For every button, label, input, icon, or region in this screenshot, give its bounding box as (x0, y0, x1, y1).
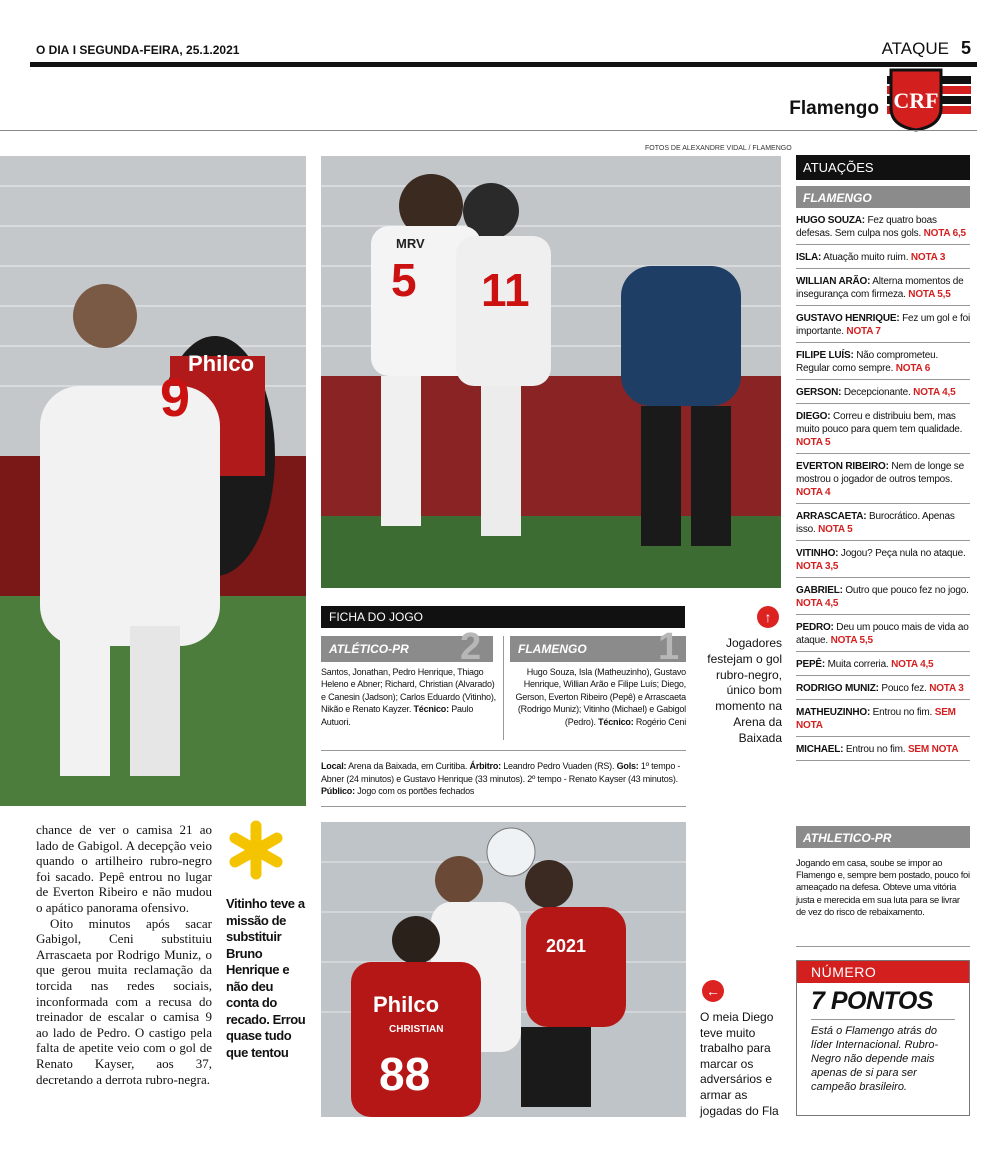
player-grade: NOTA 3 (910, 252, 946, 263)
player-comment: Atuação muito ruim. (823, 252, 909, 263)
rating-row (796, 652, 970, 676)
player-grade: NOTA 4 (796, 487, 831, 498)
player-grade: NOTA 5,5 (830, 635, 873, 646)
away-lineup-text: Hugo Souza, Isla (Matheuzinho), Gustavo Henrique, Willian Arão e Filipe Luís; Diego, Gerson, Everton Ribeiro (Pepê) e Arrascaeta (Rodrigo Muniz); Vitinho (Michael) e Gabigol (Pedro). (515, 667, 686, 727)
referee-value: Leandro Pedro Vuaden (RS). (503, 761, 615, 771)
opponent-text: Jogando em casa, soube se impor ao Flamengo e, sempre bem postado, pouco foi ameaçado na defesa. Obteve uma vitória justa e merecida em sua luta para se livrar de vez do risco de rebaixamento. (796, 857, 970, 917)
opponent-rule (796, 946, 970, 947)
player-grade: SEM NOTA (907, 744, 959, 755)
match-sheet-divider (503, 636, 504, 740)
rating-row (796, 615, 970, 652)
crest-letters: CRF (893, 88, 939, 113)
player-grade: NOTA 5 (796, 437, 831, 448)
player-grade: NOTA 4,5 (796, 598, 839, 609)
section-name: ATAQUE (881, 39, 949, 58)
home-coach: Paulo Autuori. (321, 704, 474, 727)
public-label: Público: (321, 786, 355, 797)
caption-duel: O meia Diego teve muito trabalho para marcar os adversários e armar as jogadas do Fla (700, 1010, 779, 1118)
player-name: HUGO SOUZA: (796, 215, 865, 226)
away-lineup (510, 666, 686, 728)
player-grade: NOTA 6 (895, 363, 931, 374)
player-grade: NOTA 3 (929, 683, 964, 694)
player-comment: Não comprometeu. Regular como sempre. (796, 350, 939, 374)
player-name: MATHEUZINHO: (796, 707, 871, 718)
player-name: ARRASCAETA: (796, 511, 867, 522)
page-number: 5 (960, 38, 971, 58)
flamengo-crest-icon (887, 68, 971, 132)
number-text: Está o Flamengo atrás do líder Internacional. Rubro-Negro não depende mais apenas de si para ser campeão brasileiro. (811, 1025, 939, 1093)
player-grade: NOTA 6,5 (923, 228, 966, 239)
date-line: I SEGUNDA-FEIRA, 25.1.2021 (72, 43, 240, 57)
player-name: EVERTON RIBEIRO: (796, 461, 889, 472)
goals-value: 1º tempo - Abner (24 minutos) e Gustavo Henrique (33 minutos). 2º tempo - Renato Kayser (43 minutos). (321, 761, 681, 784)
player-grade: NOTA 4,5 (913, 387, 956, 398)
jersey-number: 9 (160, 368, 191, 428)
rating-row (796, 737, 970, 761)
away-coach: Rogério Ceni (635, 716, 686, 727)
photo-celebration (321, 156, 781, 588)
home-coach-label: Técnico: (413, 704, 449, 715)
rating-row (796, 343, 970, 380)
number-value: 7 PONTOS (811, 987, 933, 1015)
match-sheet-rule (321, 750, 686, 751)
article-paragraph: Oito minutos após sacar Gabigol, Ceni substituiu Arrascaeta por Rodrigo Muniz, o que gerou muita reclamação da torcida nas redes sociais, inconformada com a recusa do treinador de escalar o camisa 9 ao lado de Pedro. O castigo pela falta de apetite veio com o gol de Renato Kayser, aos 37, decretando a derrota rubro-negra. (36, 915, 212, 1087)
player-grade: NOTA 7 (846, 326, 881, 337)
caption-celebration: Jogadores festejam o gol rubro-negro, único bom momento na Arena da Baixada (707, 636, 782, 745)
player-name: RODRIGO MUNIZ: (796, 683, 879, 694)
opponent-title: ATHLETICO-PR (796, 826, 970, 848)
away-coach-label: Técnico: (598, 716, 634, 727)
player-comment: Burocrático. Apenas isso. (796, 511, 955, 535)
match-sheet-rule-bottom (321, 806, 686, 807)
home-lineup (321, 666, 497, 728)
jersey-number-a: 5 (391, 254, 417, 306)
article-paragraph: chance de ver o camisa 21 ao lado de Gabigol. A decepção veio quando o artilheiro rubro-negro foi sacado. Pepê entrou no lugar de Everton Ribeiro e não mudou o apático panorama ofensivo. (36, 822, 212, 915)
player-name: ISLA: (796, 252, 822, 263)
player-grade: NOTA 4,5 (891, 659, 934, 670)
player-name: WILLIAN ARÃO: (796, 276, 871, 287)
local-label: Local: (321, 761, 347, 771)
ratings-team: FLAMENGO (796, 186, 970, 208)
jersey-number: 88 (379, 1048, 431, 1100)
header-rule (30, 62, 977, 67)
number-box (796, 960, 970, 1116)
player-name: GUSTAVO HENRIQUE: (796, 313, 900, 324)
away-score: 1 (658, 626, 680, 668)
arrow-left-icon: ← (702, 980, 724, 1002)
photo-credit: FOTOS DE ALEXANDRE VIDAL / FLAMENGO (645, 145, 792, 152)
pull-quote: Vitinho teve a missão de substituir Bruno Henrique e não deu conta do recado. Errou quase tudo que tentou (226, 896, 306, 1060)
rating-row (796, 269, 970, 306)
photo-header-duel (321, 822, 686, 1117)
player-name: VITINHO: (796, 548, 839, 559)
home-score: 2 (460, 626, 482, 668)
player-name: PEDRO: (796, 622, 834, 633)
player-comment: Outro que pouco fez no jogo. (845, 585, 969, 596)
rating-row (796, 504, 970, 541)
player-comment: Entrou no fim. (872, 707, 933, 718)
player-comment: Deu um pouco mais de vida ao ataque. (796, 622, 969, 646)
jersey-text: 2021 (546, 936, 587, 956)
player-comment: Decepcionante. (843, 387, 911, 398)
player-name: MICHAEL: (796, 744, 844, 755)
referee-label: Árbitro: (469, 761, 501, 771)
match-sheet-title: FICHA DO JOGO (321, 606, 685, 628)
rating-row (796, 541, 970, 578)
player-comment: Nem de longe se mostrou o jogador de outros tempos. (796, 461, 964, 485)
player-name: GERSON: (796, 387, 842, 398)
away-team-name: FLAMENGO (510, 636, 686, 662)
public-value: Jogo com os portões fechados (357, 786, 475, 797)
rating-row (796, 208, 970, 245)
rating-row (796, 380, 970, 404)
player-comment: Entrou no fim. (845, 744, 906, 755)
article-body (36, 822, 212, 1087)
rating-row (796, 306, 970, 343)
player-comment: Alterna momentos de insegurança com firmeza. (796, 276, 964, 300)
player-comment: Jogou? Peça nula no ataque. (840, 548, 966, 559)
ratings-sidebar (796, 155, 970, 761)
player-grade: SEM NOTA (796, 707, 956, 731)
player-grade: NOTA 5,5 (908, 289, 951, 300)
player-comment: Pouco fez. (881, 683, 927, 694)
local-value: Arena da Baixada, em Curitiba. (348, 761, 468, 771)
player-comment: Fez quatro boas defesas. Sem culpa nos gols. (796, 215, 937, 239)
section-label (882, 38, 971, 59)
match-info (321, 760, 686, 798)
player-name: PEPÊ: (796, 659, 826, 670)
home-team-name: ATLÉTICO-PR (321, 636, 493, 662)
masthead-line (36, 43, 239, 57)
player-grade: NOTA 5 (818, 524, 853, 535)
player-comment: Fez um gol e foi importante. (796, 313, 971, 337)
player-comment: Muita correria. (827, 659, 889, 670)
sponsor-text: MRV (396, 236, 425, 251)
sponsor-text: Philco (188, 351, 255, 376)
team-title: Flamengo (789, 98, 879, 119)
player-grade: NOTA 3,5 (796, 561, 839, 572)
rating-row (796, 700, 970, 737)
player-name: GABRIEL: (796, 585, 843, 596)
rating-row (796, 404, 970, 454)
goals-label: Gols: (616, 761, 639, 771)
player-name: FILIPE LUÍS: (796, 350, 854, 361)
rating-row (796, 245, 970, 269)
rating-row (796, 454, 970, 504)
rating-row (796, 676, 970, 700)
paper-name: O DIA (36, 43, 70, 57)
jersey-number-b: 11 (481, 264, 530, 316)
ratings-list (796, 208, 970, 761)
rating-row (796, 578, 970, 615)
player-name: CHRISTIAN (389, 1024, 444, 1035)
player-name: DIEGO: (796, 411, 831, 422)
ratings-title: ATUAÇÕES (796, 155, 970, 180)
player-comment: Correu e distribuiu bem, mas muito pouco para quem tem qualidade. (796, 411, 963, 435)
number-title: NÚMERO (797, 961, 969, 983)
home-lineup-text: Santos, Jonathan, Pedro Henrique, Thiago Heleno e Abner; Richard, Christian (Alvarado) e Canesin (Jadson); Carlos Eduardo (Vitinho), Nikão e Renato Kayzer. (321, 667, 496, 715)
photo-match-action-left (0, 156, 306, 806)
asterisk-icon (226, 820, 286, 880)
sponsor-text: Philco (373, 992, 440, 1017)
section-rule (0, 130, 977, 131)
arrow-up-icon: ↑ (757, 606, 779, 628)
